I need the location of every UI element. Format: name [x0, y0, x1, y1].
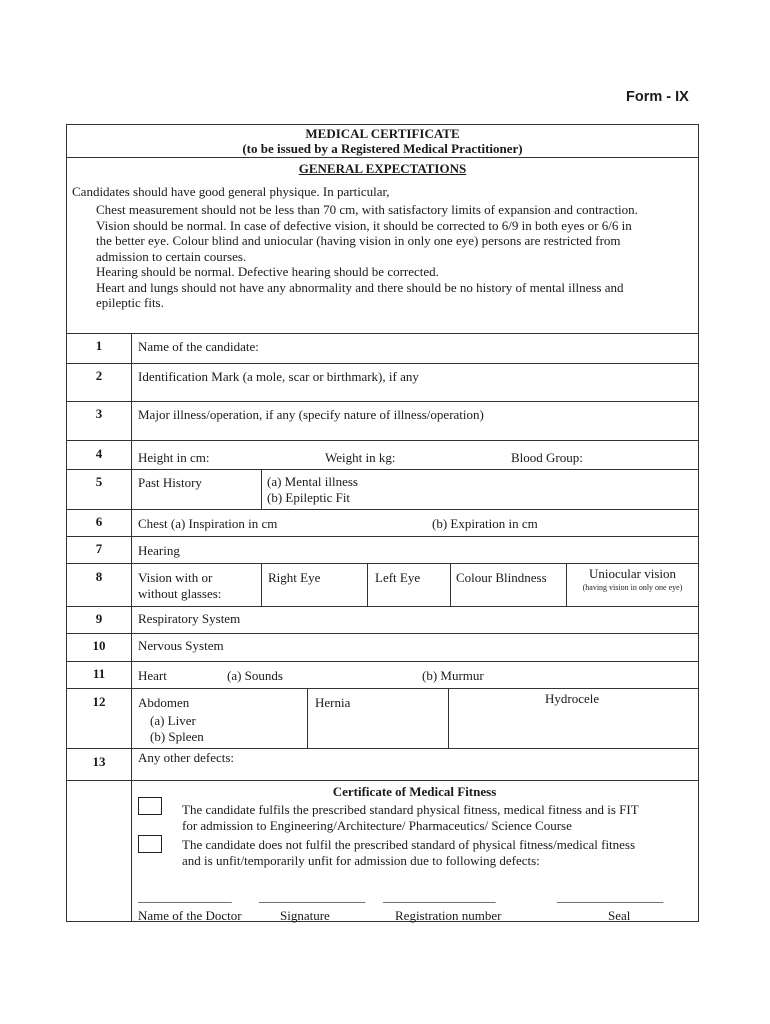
row-number: 7 — [95, 541, 103, 556]
unfit-checkbox[interactable] — [138, 835, 162, 853]
divider — [67, 157, 698, 158]
column-divider — [448, 688, 449, 748]
field-hernia: Hernia — [315, 695, 351, 710]
row-number: 10 — [92, 638, 106, 653]
uniocular-note: (having vision in only one eye) — [582, 583, 683, 592]
field-vision-label: Vision with or — [138, 570, 213, 585]
field-weight: Weight in kg: — [325, 450, 396, 465]
divider — [67, 469, 698, 470]
abdomen-option: (a) Liver — [150, 713, 196, 728]
signature-label: Signature — [280, 908, 330, 923]
field-identification-mark: Identification Mark (a mole, scar or birthmark), if any — [138, 369, 419, 384]
intro-line: Heart and lungs should not have any abnormality and there should be no history of mental illness and — [96, 279, 624, 295]
form-number: Form - IX — [626, 89, 689, 105]
field-chest-expiration: (b) Expiration in cm — [432, 516, 538, 531]
divider — [67, 563, 698, 564]
divider — [67, 401, 698, 402]
seal-label: Seal — [608, 908, 631, 923]
abdomen-option: (b) Spleen — [150, 729, 204, 744]
fit-checkbox[interactable] — [138, 797, 162, 815]
row-number: 8 — [95, 569, 103, 584]
field-height: Height in cm: — [138, 450, 210, 465]
certificate-title: Certificate of Medical Fitness — [332, 784, 497, 799]
divider — [67, 440, 698, 441]
divider — [67, 748, 698, 749]
fit-statement — [182, 802, 692, 834]
row-number: 4 — [95, 446, 103, 461]
doctor-name-label: Name of the Doctor — [138, 908, 242, 923]
row-number: 12 — [92, 694, 106, 709]
page-subtitle: (to be issued by a Registered Medical Practitioner) — [242, 141, 523, 156]
row-number: 11 — [92, 666, 106, 681]
column-divider — [131, 333, 132, 922]
column-divider — [367, 563, 368, 606]
field-chest-inspiration: Chest (a) Inspiration in cm — [138, 516, 278, 531]
seal-line: _________________ — [557, 890, 664, 904]
past-history-option: (a) Mental illness — [267, 474, 358, 489]
fit-line: The candidate fulfils the prescribed standard physical fitness, medical fitness and is FIT — [182, 802, 639, 817]
divider — [67, 363, 698, 364]
intro-line: Vision should be normal. In case of defective vision, it should be corrected to 6/9 in both eyes or 6/6 in — [96, 217, 632, 233]
intro-line: Chest measurement should not be less than 70 cm, with satisfactory limits of expansion and contraction. — [96, 202, 638, 217]
intro-line: the better eye. Colour blind and uniocular (having vision in only one eye) persons are restricted from — [96, 233, 621, 248]
divider — [67, 633, 698, 634]
divider — [67, 606, 698, 607]
field-nervous-system: Nervous System — [138, 638, 224, 653]
intro-lead: Candidates should have good general physique. In particular, — [72, 184, 390, 199]
certificate-frame — [66, 124, 699, 922]
unfit-statement — [182, 837, 692, 869]
unfit-line: and is unfit/temporarily unfit for admission due to following defects: — [182, 853, 540, 868]
field-right-eye: Right Eye — [268, 570, 321, 585]
row-number: 3 — [95, 406, 103, 421]
fit-line: for admission to Engineering/Architecture/ Pharmaceutics/ Science Course — [182, 818, 572, 833]
field-heart-sounds: (a) Sounds — [227, 668, 283, 683]
past-history-option: (b) Epileptic Fit — [267, 490, 351, 505]
field-past-history: Past History — [138, 475, 202, 490]
registration-line: __________________ — [383, 890, 496, 904]
row-number: 1 — [95, 338, 103, 353]
column-divider — [450, 563, 451, 606]
field-major-illness: Major illness/operation, if any (specify nature of illness/operation) — [138, 407, 484, 422]
row-number: 6 — [95, 514, 103, 529]
column-divider — [261, 469, 262, 509]
intro-line: admission to certain courses. — [96, 248, 247, 264]
column-divider — [261, 563, 262, 606]
field-candidate-name: Name of the candidate: — [138, 339, 259, 354]
divider — [67, 333, 698, 334]
row-number: 13 — [92, 754, 106, 769]
unfit-line: The candidate does not fulfil the prescribed standard of physical fitness/medical fitness — [182, 837, 636, 852]
signature-line: _________________ — [259, 890, 366, 904]
field-vision-label: without glasses: — [138, 586, 222, 601]
field-respiratory-system: Respiratory System — [138, 611, 241, 626]
divider — [67, 780, 698, 781]
divider — [67, 509, 698, 510]
field-uniocular-vision: Uniocular vision — [588, 566, 676, 581]
column-divider — [307, 688, 308, 748]
intro-line: Hearing should be normal. Defective hearing should be corrected. — [96, 264, 439, 279]
row-number: 5 — [95, 474, 103, 489]
field-left-eye: Left Eye — [375, 570, 421, 585]
field-heart: Heart — [138, 668, 167, 683]
divider — [67, 688, 698, 689]
doctor-name-line: _______________ — [138, 890, 232, 904]
page-title: MEDICAL CERTIFICATE — [305, 126, 460, 141]
row-number: 2 — [95, 368, 103, 383]
field-hydrocele: Hydrocele — [545, 691, 600, 706]
field-hearing: Hearing — [138, 543, 180, 558]
intro-line: epileptic fits. — [96, 295, 164, 310]
intro-text — [96, 202, 693, 311]
field-heart-murmur: (b) Murmur — [422, 668, 484, 683]
row-number: 9 — [95, 611, 103, 626]
field-other-defects: Any other defects: — [138, 750, 235, 765]
field-colour-blindness: Colour Blindness — [456, 570, 547, 585]
registration-number-label: Registration number — [395, 908, 502, 923]
field-abdomen: Abdomen — [138, 695, 190, 710]
section-heading: GENERAL EXPECTATIONS — [298, 161, 467, 176]
divider — [67, 661, 698, 662]
divider — [67, 536, 698, 537]
field-blood-group: Blood Group: — [511, 450, 583, 465]
